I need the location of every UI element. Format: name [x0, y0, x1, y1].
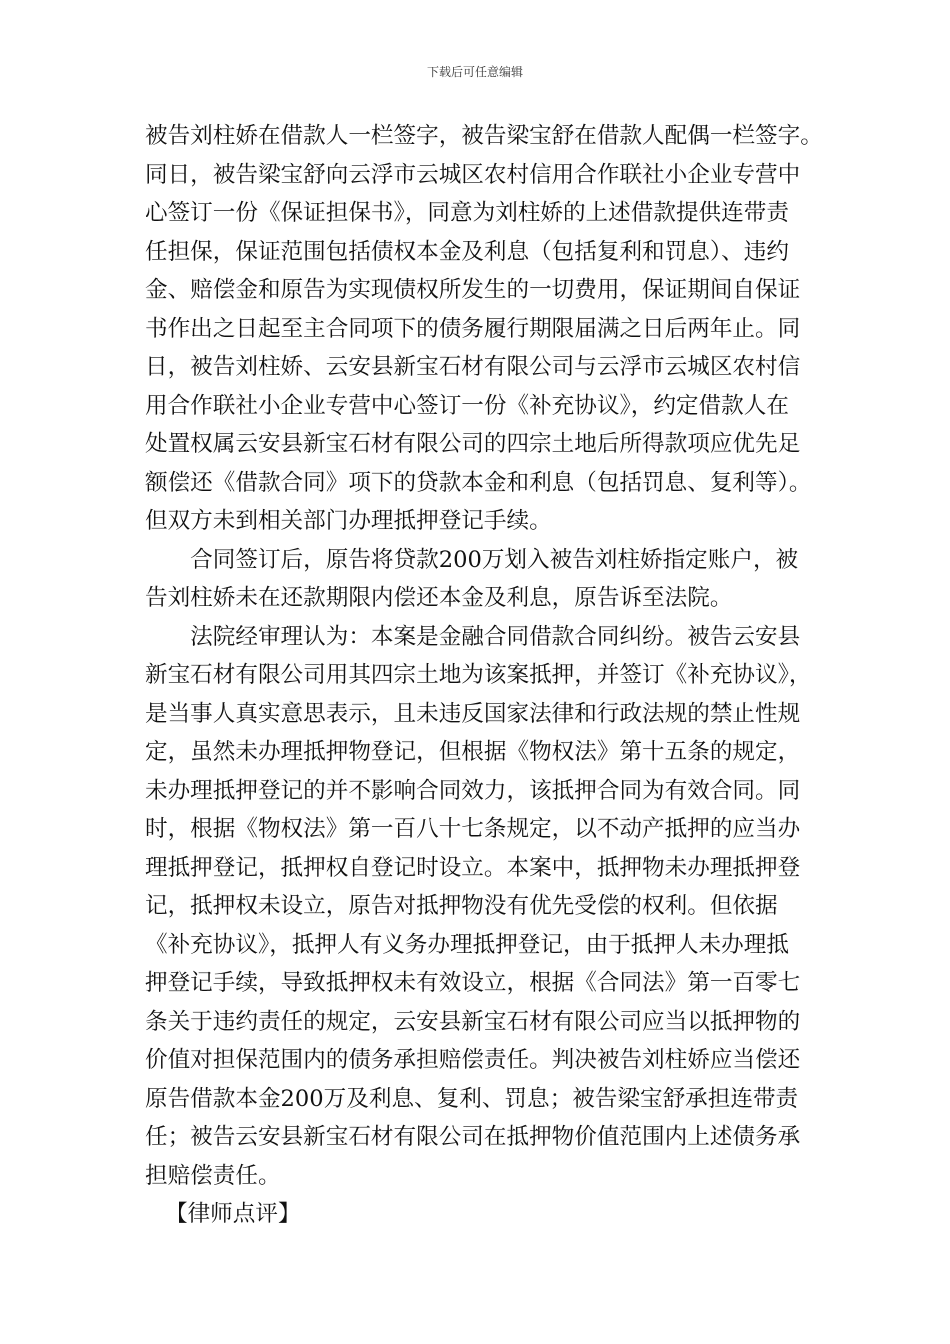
text-line: 理抵押登记，抵押权自登记时设立。本案中，抵押物未办理抵押登	[145, 854, 801, 881]
text-line: 日，被告刘柱娇、云安县新宝石材有限公司与云浮市云城区农村信	[145, 354, 801, 380]
text-line: 定，虽然未办理抵押物登记，但根据《物权法》第十五条的规定，	[145, 739, 801, 765]
text-line: 价值对担保范围内的债务承担赔偿责任。判决被告刘柱娇应当偿还	[145, 1047, 801, 1073]
text-line: 用合作联社小企业专营中心签订一份《补充协议》，约定借款人在	[145, 392, 789, 419]
text-line: 法院经审理认为：本案是金融合同借款合同纠纷。被告云安县	[145, 623, 801, 650]
text-line: 但双方未到相关部门办理抵押登记手续。	[145, 508, 552, 534]
text-line: 未办理抵押登记的并不影响合同效力，该抵押合同为有效合同。同	[145, 777, 801, 804]
text-line: 同日，被告梁宝舒向云浮市云城区农村信用合作联社小企业专营中	[145, 161, 801, 188]
page-header: 下载后可任意编辑	[426, 65, 523, 79]
text-line: 条关于违约责任的规定，云安县新宝石材有限公司应当以抵押物的	[145, 1008, 801, 1035]
text-line: 合同签订后，原告将贷款200万划入被告刘柱娇指定账户，被	[145, 546, 799, 573]
text-line: 书作出之日起至主合同项下的债务履行期限届满之日后两年止。同	[145, 315, 801, 342]
text-line: 记，抵押权未设立，原告对抵押物没有优先受偿的权利。但依据	[145, 893, 778, 919]
text-line: 额偿还《借款合同》项下的贷款本金和利息（包括罚息、复利等）。	[145, 469, 812, 496]
text-line: 原告借款本金200万及利息、复利、罚息；被告梁宝舒承担连带责	[145, 1085, 799, 1112]
text-line: 被告刘柱娇在借款人一栏签字，被告梁宝舒在借款人配偶一栏签字。	[145, 123, 823, 149]
text-line: 是当事人真实意思表示，且未违反国家法律和行政法规的禁止性规	[145, 700, 801, 727]
text-line: 任担保，保证范围包括债权本金及利息（包括复利和罚息）、违约	[145, 238, 789, 265]
text-line: 《补充协议》，抵押人有义务办理抵押登记，由于抵押人未办理抵	[145, 931, 789, 958]
text-line: 新宝石材有限公司用其四宗土地为该案抵押，并签订《补充协议》，	[145, 662, 812, 688]
text-line: 金、赔偿金和原告为实现债权所发生的一切费用，保证期间自保证	[145, 277, 801, 303]
text-line: 时，根据《物权法》第一百八十七条规定，以不动产抵押的应当办	[145, 816, 801, 842]
text-line: 心签订一份《保证担保书》，同意为刘柱娇的上述借款提供连带责	[145, 200, 789, 226]
text-line: 任；被告云安县新宝石材有限公司在抵押物价值范围内上述债务承	[145, 1124, 801, 1150]
document-body	[145, 117, 823, 1234]
text-line: 处置权属云安县新宝石材有限公司的四宗土地后所得款项应优先足	[145, 431, 801, 457]
section-heading: 【律师点评】	[165, 1201, 301, 1227]
text-line: 押登记手续，导致抵押权未有效设立，根据《合同法》第一百零七	[145, 970, 801, 996]
text-line: 担赔偿责任。	[145, 1162, 281, 1189]
text-line: 告刘柱娇未在还款期限内偿还本金及利息，原告诉至法院。	[145, 585, 733, 611]
